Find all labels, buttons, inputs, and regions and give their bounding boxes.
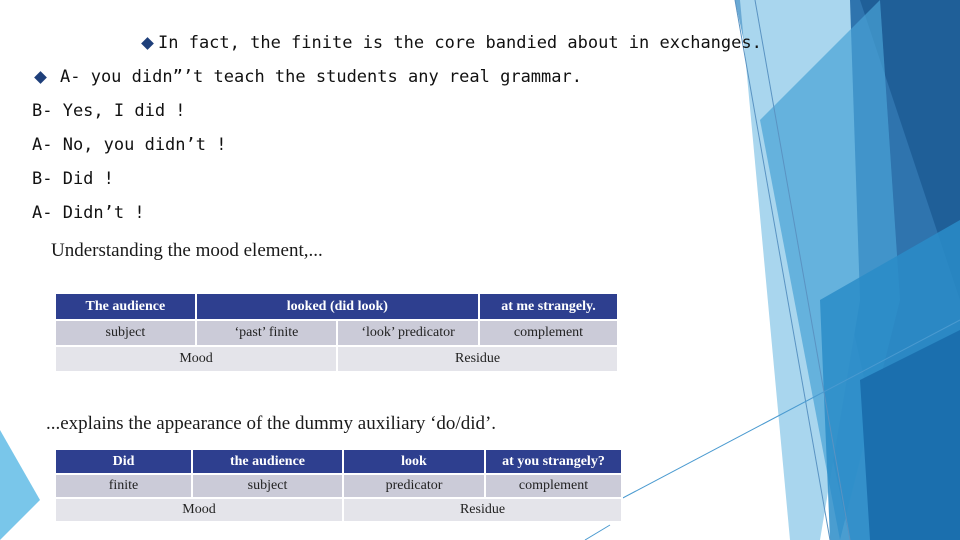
table-cell: the audience xyxy=(192,450,343,474)
mood-table-2 xyxy=(56,450,623,523)
heading-dummy-auxiliary: ...explains the appearance of the dummy auxiliary ‘do/did’. xyxy=(46,413,497,434)
table-cell: look xyxy=(343,450,485,474)
table-cell: complement xyxy=(479,320,618,346)
table-cell: finite xyxy=(56,474,192,498)
table-cell: ‘past’ finite xyxy=(196,320,337,346)
dialogue-line: B- Yes, I did ! xyxy=(32,101,186,121)
table-cell: at you strangely? xyxy=(485,450,622,474)
table-cell: predicator xyxy=(343,474,485,498)
table-cell: complement xyxy=(485,474,622,498)
table-cell: subject xyxy=(56,320,196,346)
bullet-text-1: In fact, the finite is the core bandied about in exchanges. xyxy=(158,33,762,53)
table-cell: Mood xyxy=(56,346,337,372)
dialogue-line: A- Didn’t ! xyxy=(32,203,145,223)
table-cell: Mood xyxy=(56,498,343,522)
table-cell: looked (did look) xyxy=(196,294,479,320)
table-cell: The audience xyxy=(56,294,196,320)
dialogue-line: B- Did ! xyxy=(32,169,114,189)
table-cell: Residue xyxy=(343,498,622,522)
table-cell: ‘look’ predicator xyxy=(337,320,479,346)
table-cell: Did xyxy=(56,450,192,474)
bullet-text-2: A- you didn”’t teach the students any real grammar. xyxy=(60,67,582,87)
table-cell: Residue xyxy=(337,346,618,372)
heading-mood-element: Understanding the mood element,... xyxy=(51,240,323,261)
table-cell: subject xyxy=(192,474,343,498)
dialogue-line: A- No, you didn’t ! xyxy=(32,135,227,155)
table-cell: at me strangely. xyxy=(479,294,618,320)
mood-table-1 xyxy=(56,294,619,373)
